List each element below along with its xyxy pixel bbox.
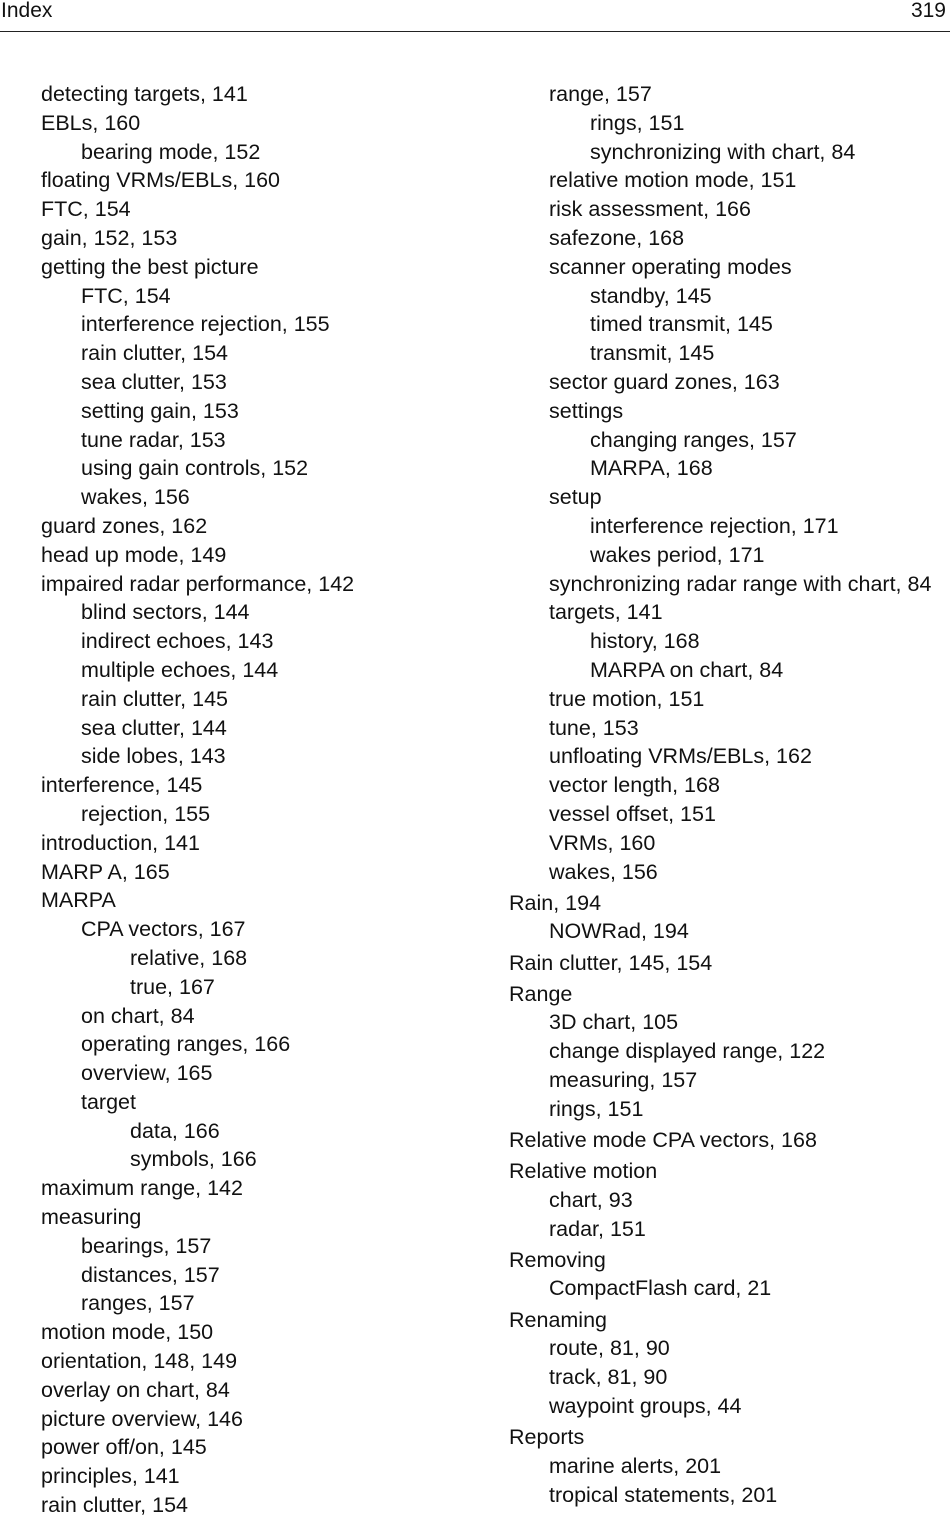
index-entry: picture overview, 146: [41, 1406, 243, 1431]
index-subentry: synchronizing radar range with chart, 84: [549, 571, 932, 596]
index-subentry: relative motion mode, 151: [549, 168, 797, 193]
index-subentry: safezone, 168: [549, 225, 685, 250]
index-subentry: range, 157: [549, 82, 652, 106]
index-subentry: true, 167: [130, 974, 215, 999]
index-subentry: unfloating VRMs/EBLs, 162: [549, 744, 812, 769]
index-subentry: changing ranges, 157: [590, 427, 797, 452]
index-subentry: sector guard zones, 163: [549, 369, 780, 394]
index-subentry: setting gain, 153: [81, 398, 239, 423]
index-subentry: rejection, 155: [81, 801, 211, 826]
index-subentry: measuring, 157: [549, 1067, 698, 1092]
index-subentry: tune, 153: [549, 715, 639, 740]
index-entry: motion mode, 150: [41, 1320, 214, 1345]
index-subentry: targets, 141: [549, 600, 663, 625]
index-subentry: risk assessment, 166: [549, 197, 751, 222]
index-subentry: FTC, 154: [81, 283, 171, 308]
index-entry: introduction, 141: [41, 830, 200, 855]
index-subentry: history, 168: [590, 629, 700, 654]
index-entry: EBLs, 160: [41, 110, 141, 135]
index-entry: orientation, 148, 149: [41, 1349, 238, 1374]
index-subentry: route, 81, 90: [549, 1336, 670, 1361]
index-entry: measuring: [41, 1205, 142, 1230]
index-subentry: sea clutter, 144: [81, 715, 227, 740]
page-number: 319: [910, 0, 946, 22]
index-entry: getting the best picture: [41, 254, 259, 279]
index-subentry: timed transmit, 145: [590, 312, 773, 337]
index-subentry: change displayed range, 122: [549, 1039, 826, 1064]
index-subentry: wakes, 156: [549, 859, 658, 884]
index-subentry: transmit, 145: [590, 341, 715, 366]
index-subentry: wakes period, 171: [590, 542, 765, 567]
index-subentry: data, 166: [130, 1118, 220, 1143]
index-subentry: indirect echoes, 143: [81, 629, 274, 654]
index-entry: gain, 152, 153: [41, 225, 178, 250]
index-subentry: interference rejection, 171: [590, 513, 839, 538]
index-entry: floating VRMs/EBLs, 160: [41, 168, 281, 193]
index-subentry: track, 81, 90: [549, 1365, 668, 1390]
index-subentry: wakes, 156: [81, 485, 190, 510]
index-entry: MARPA: [41, 888, 116, 913]
index-subentry: bearing mode, 152: [81, 139, 261, 164]
index-entry: interference, 145: [41, 773, 203, 798]
page-header: [0, 0, 950, 32]
index-subentry: operating ranges, 166: [81, 1032, 291, 1057]
index-entry: MARP A, 165: [41, 859, 170, 884]
index-column-right: [509, 80, 950, 1509]
index-subentry: setup: [549, 485, 602, 510]
index-subentry: blind sectors, 144: [81, 600, 250, 625]
index-subentry: radar, 151: [549, 1216, 646, 1241]
index-subentry: chart, 93: [549, 1187, 633, 1212]
index-subentry: NOWRad, 194: [549, 919, 689, 944]
index-entry: Removing: [509, 1247, 606, 1272]
index-entry: Rain, 194: [509, 890, 602, 915]
index-subentry: overview, 165: [81, 1061, 213, 1086]
index-subentry: scanner operating modes: [549, 254, 792, 279]
index-subentry: rain clutter, 145: [81, 686, 229, 711]
index-entry: overlay on chart, 84: [41, 1377, 230, 1402]
index-entry: Reports: [509, 1425, 585, 1450]
index-entry: rain clutter, 154: [41, 1493, 189, 1518]
index-subentry: rain clutter, 154: [81, 341, 229, 366]
index-subentry: waypoint groups, 44: [549, 1393, 742, 1418]
index-subentry: side lobes, 143: [81, 744, 226, 769]
index-subentry: on chart, 84: [81, 1003, 195, 1028]
index-entry: detecting targets, 141: [41, 82, 248, 106]
index-subentry: MARPA on chart, 84: [590, 657, 784, 682]
index-subentry: interference rejection, 155: [81, 312, 330, 337]
index-subentry: vector length, 168: [549, 773, 720, 798]
index-subentry: using gain controls, 152: [81, 456, 309, 481]
index-subentry: target: [81, 1089, 136, 1114]
running-header-title: Index: [1, 0, 53, 22]
index-subentry: marine alerts, 201: [549, 1453, 722, 1478]
index-subentry: vessel offset, 151: [549, 801, 716, 826]
index-entry: power off/on, 145: [41, 1435, 207, 1460]
index-subentry: relative, 168: [130, 945, 248, 970]
index-entry: guard zones, 162: [41, 513, 208, 538]
index-entry: FTC, 154: [41, 197, 131, 222]
index-subentry: tune radar, 153: [81, 427, 226, 452]
index-subentry: ranges, 157: [81, 1291, 195, 1316]
index-entry: Rain clutter, 145, 154: [509, 950, 713, 975]
index-subentry: settings: [549, 398, 624, 423]
index-subentry: distances, 157: [81, 1262, 220, 1287]
index-subentry: MARPA, 168: [590, 456, 713, 481]
index-entry: head up mode, 149: [41, 542, 227, 567]
index-entry: Relative mode CPA vectors, 168: [509, 1127, 817, 1152]
index-subentry: tropical statements, 201: [549, 1482, 778, 1507]
index-subentry: symbols, 166: [130, 1147, 257, 1172]
index-subentry: CompactFlash card, 21: [549, 1276, 772, 1301]
index-entry: Relative motion: [509, 1158, 658, 1183]
index-subentry: rings, 151: [590, 110, 685, 135]
index-column-left: [41, 80, 471, 1520]
index-entry: Renaming: [509, 1307, 607, 1332]
index-subentry: rings, 151: [549, 1096, 644, 1121]
index-subentry: 3D chart, 105: [549, 1010, 679, 1035]
index-subentry: standby, 145: [590, 283, 712, 308]
index-subentry: CPA vectors, 167: [81, 917, 246, 942]
index-subentry: synchronizing with chart, 84: [590, 139, 856, 164]
index-subentry: true motion, 151: [549, 686, 705, 711]
index-subentry: VRMs, 160: [549, 830, 656, 855]
index-subentry: sea clutter, 153: [81, 369, 227, 394]
index-subentry: multiple echoes, 144: [81, 657, 279, 682]
index-entry: maximum range, 142: [41, 1176, 243, 1201]
index-entry: Range: [509, 981, 573, 1006]
index-subentry: bearings, 157: [81, 1233, 212, 1258]
index-entry: principles, 141: [41, 1464, 180, 1489]
index-entry: impaired radar performance, 142: [41, 571, 355, 596]
